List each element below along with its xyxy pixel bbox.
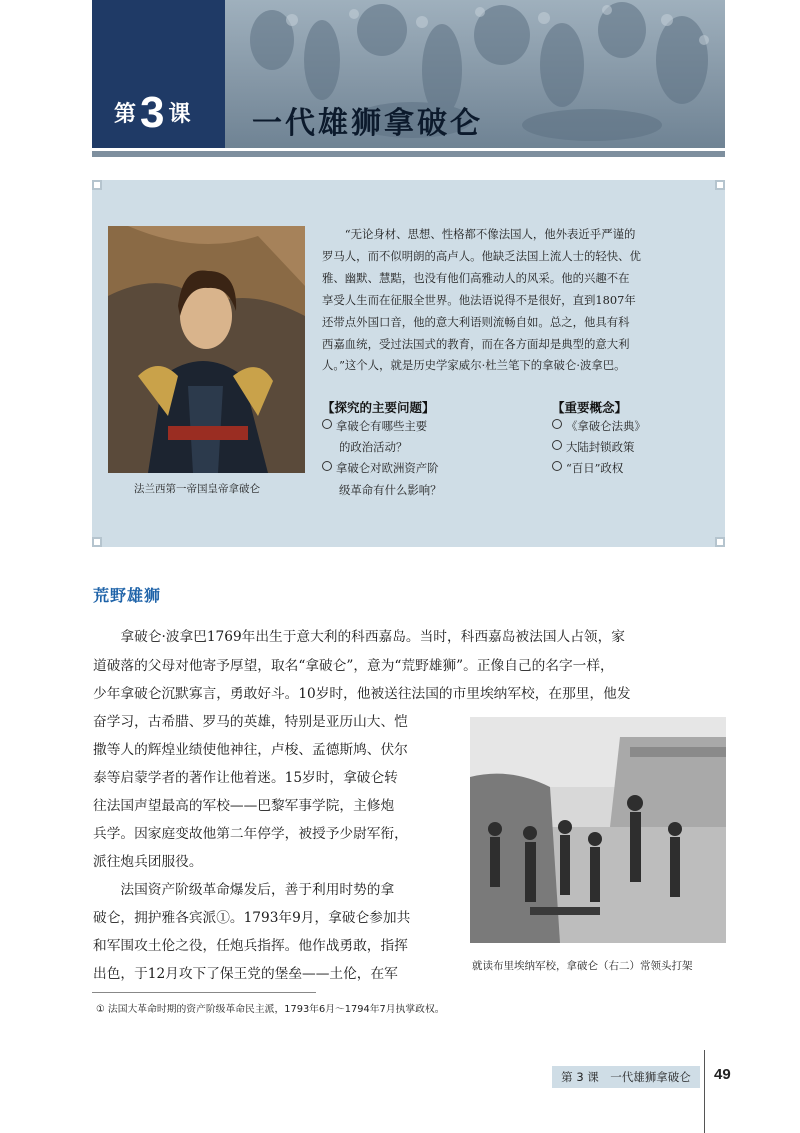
- engraving-caption: 就读布里埃纳军校，拿破仑（右二）常领头打架: [472, 960, 693, 972]
- concept-item: [552, 437, 634, 458]
- quote-line: 人。”这个人，就是历史学家威尔·杜兰笔下的拿破仑·波拿巴。: [322, 358, 626, 373]
- body-line: 泰等启蒙学者的著作让他着迷。15岁时，拿破仑转: [93, 770, 398, 786]
- banner-underline: [92, 151, 725, 157]
- body-line: 道破落的父母对他寄予厚望，取名“拿破仑”，意为“荒野雄狮”。正像自己的名字一样，: [93, 658, 614, 674]
- bullet-circle-icon: [552, 440, 562, 450]
- lesson-title: 一代雄狮拿破仑: [252, 106, 483, 141]
- body-line: 少年拿破仑沉默寡言，勇敢好斗。10岁时，他被送往法国的市里埃纳军校，在那里，他发: [93, 686, 631, 702]
- question-item-continued: 的政治活动？: [339, 440, 408, 454]
- question-item-continued: 级革命有什么影响？: [339, 483, 442, 497]
- bullet-circle-icon: [322, 461, 332, 471]
- engraving-illustration: [470, 717, 726, 943]
- body-line: 派往炮兵团服役。: [93, 854, 203, 870]
- body-line: 拿破仑·波拿巴1769年出生于意大利的科西嘉岛。当时，科西嘉岛被法国人占领，家: [93, 629, 625, 645]
- quote-line: 还带点外国口音，他的意大利语则流畅自如。总之，他具有科: [322, 314, 630, 329]
- question-text: 拿破仑有哪些主要: [336, 419, 428, 433]
- footnote-divider: [92, 992, 316, 993]
- running-title: 第 3 课 一代雄狮拿破仑: [561, 1070, 691, 1084]
- lesson-suffix: 课: [168, 102, 191, 127]
- concept-text: 大陆封锁政策: [566, 440, 635, 454]
- lesson-banner: [92, 0, 725, 148]
- bullet-circle-icon: [322, 419, 332, 429]
- footnote: ① 法国大革命时期的资产阶级革命民主派，1793年6月～1794年7月执掌政权。: [96, 1004, 445, 1015]
- body-line: 奋学习，古希腊、罗马的英雄，特别是亚历山大、恺: [93, 714, 408, 730]
- panel-corner-marker: [92, 180, 102, 190]
- question-text: 拿破仑对欧洲资产阶: [336, 461, 439, 475]
- footer-vertical-rule: [704, 1050, 705, 1133]
- section-heading: 荒野雄狮: [93, 586, 162, 605]
- body-line: 破仑，拥护雅各宾派①。1793年9月，拿破仑参加共: [93, 910, 411, 926]
- question-item: [322, 458, 439, 479]
- body-line: 往法国声望最高的军校——巴黎军事学院，主修炮: [93, 798, 395, 814]
- body-line: 撒等人的辉煌业绩使他神往，卢梭、孟德斯鸠、伏尔: [93, 742, 408, 758]
- portrait-caption: 法兰西第一帝国皇帝拿破仑: [134, 483, 260, 495]
- lesson-number-digit: 3: [140, 88, 165, 137]
- concepts-heading: 【重要概念】: [552, 400, 628, 415]
- lesson-number: [114, 88, 191, 138]
- concept-text: “百日”政权: [566, 461, 624, 475]
- quote-line: 雅、幽默、慧黠，也没有他们高雅动人的风采。他的兴趣不在: [322, 270, 630, 285]
- napoleon-portrait-image: [108, 226, 305, 473]
- body-line: 兵学。因家庭变故他第二年停学，被授予少尉军衔，: [93, 826, 408, 842]
- panel-corner-marker: [715, 537, 725, 547]
- quote-line: “无论身材、思想、性格都不像法国人，他外表近乎严谨的: [344, 227, 636, 241]
- military-school-engraving-image: [470, 717, 726, 943]
- quote-line: 西嘉血统，受过法国式的教育，而在各方面却是典型的意大利: [322, 336, 630, 351]
- concept-text: 《拿破仑法典》: [566, 419, 646, 433]
- concept-item: [552, 458, 623, 479]
- quote-line: 享受人生而在征服全世界。他法语说得不是很好，直到1807年: [322, 292, 636, 307]
- bullet-circle-icon: [552, 419, 562, 429]
- panel-corner-marker: [92, 537, 102, 547]
- lesson-prefix: 第: [114, 102, 137, 127]
- page-number: 49: [714, 1066, 731, 1083]
- bullet-circle-icon: [552, 461, 562, 471]
- body-line: 和军围攻土伦之役，任炮兵指挥。他作战勇敢，指挥: [93, 938, 408, 954]
- body-line: 法国资产阶级革命爆发后，善于利用时势的拿: [93, 882, 395, 898]
- body-line: 出色，于12月攻下了保王党的堡垒——土伦，在军: [93, 966, 398, 982]
- question-item: [322, 416, 427, 437]
- portrait-illustration: [108, 226, 305, 473]
- lesson-number-box: [92, 0, 225, 148]
- quote-line: 罗马人，而不似明朗的高卢人。他缺乏法国上流人士的轻快、优: [322, 248, 641, 263]
- intro-quote: [322, 224, 710, 377]
- questions-heading: 【探究的主要问题】: [322, 400, 435, 415]
- running-header-box: [552, 1066, 700, 1088]
- concept-item: [552, 416, 646, 437]
- panel-corner-marker: [715, 180, 725, 190]
